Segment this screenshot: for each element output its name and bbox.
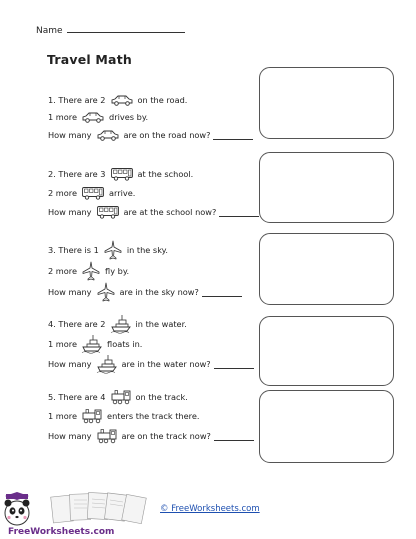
problem-1-question: How many <box>48 130 92 140</box>
problem-4-line-2-text: 1 more <box>48 339 78 349</box>
car-icon <box>81 111 105 123</box>
train-icon <box>110 389 132 405</box>
train-icon <box>96 428 118 444</box>
problem-2-line-2 <box>48 186 135 200</box>
answer-box-1[interactable] <box>259 67 394 139</box>
problem-5-answer-blank[interactable] <box>214 432 254 441</box>
problem-1-line-2 <box>48 111 148 123</box>
problem-5-question-end: are on the track now? <box>121 431 211 441</box>
problem-3-line-1-end: in the sky. <box>126 245 168 255</box>
bus-icon <box>110 167 134 181</box>
problem-2-line-2-end: arrive. <box>109 188 136 198</box>
problem-2-question: How many <box>48 207 92 217</box>
problem-3-answer-blank[interactable] <box>202 288 242 297</box>
problem-4-answer-blank[interactable] <box>214 360 254 369</box>
problem-4-question: How many <box>48 359 92 369</box>
problem-3-question: How many <box>48 287 92 297</box>
boat-icon <box>96 354 118 374</box>
answer-box-2[interactable] <box>259 152 394 223</box>
answer-box-4[interactable] <box>259 316 394 386</box>
problem-4-line-1 <box>48 314 187 334</box>
problem-2-line-3 <box>48 205 259 219</box>
problem-4-line-1-text: 4. There are 2 <box>48 319 106 329</box>
problem-2-line-1 <box>48 167 193 181</box>
problem-5-line-2-end: enters the track there. <box>107 411 200 421</box>
copyright-link[interactable]: © FreeWorksheets.com <box>160 504 260 514</box>
problem-1-line-2-end: drives by. <box>109 112 149 122</box>
problem-1-line-2-text: 1 more <box>48 112 78 122</box>
boat-icon <box>81 334 103 354</box>
car-icon <box>96 129 120 141</box>
problem-4-question-end: are in the water now? <box>121 359 211 369</box>
problem-3-line-3 <box>48 282 242 302</box>
problem-3-line-2 <box>48 261 129 281</box>
problem-2-line-2-text: 2 more <box>48 188 78 198</box>
problem-1-line-1 <box>48 94 187 106</box>
name-label: Name <box>36 26 63 36</box>
problem-4-line-2-end: floats in. <box>107 339 143 349</box>
problem-4-line-2 <box>48 334 142 354</box>
problem-3-question-end: are in the sky now? <box>119 287 199 297</box>
problem-4-line-3 <box>48 354 254 374</box>
airplane-icon <box>103 240 123 260</box>
worksheet-title: Travel Math <box>47 52 132 67</box>
problem-1-answer-blank[interactable] <box>213 131 253 140</box>
problem-1-question-end: are on the road now? <box>123 130 211 140</box>
problem-2-line-1-text: 2. There are 3 <box>48 169 106 179</box>
logo-text: FreeWorksheets.com <box>8 527 115 537</box>
problem-3-line-1-text: 3. There is 1 <box>48 245 99 255</box>
problem-1-line-1-end: on the road. <box>137 95 188 105</box>
problem-5-line-1-end: on the track. <box>135 392 188 402</box>
problem-5-line-2-text: 1 more <box>48 411 78 421</box>
problem-1-line-3 <box>48 129 253 141</box>
problem-1-line-1-text: 1. There are 2 <box>48 95 106 105</box>
boat-icon <box>110 314 132 334</box>
train-icon <box>81 408 103 424</box>
worksheet-thumbnails-icon <box>50 488 150 524</box>
problem-2-answer-blank[interactable] <box>219 208 259 217</box>
problem-2-question-end: are at the school now? <box>123 207 217 217</box>
airplane-icon <box>96 282 116 302</box>
problem-4-line-1-end: in the water. <box>135 319 187 329</box>
name-field-line[interactable] <box>67 24 185 33</box>
problem-2-line-1-end: at the school. <box>137 169 194 179</box>
problem-5-question: How many <box>48 431 92 441</box>
airplane-icon <box>81 261 101 281</box>
panda-mascot-icon <box>4 492 50 528</box>
name-row <box>36 24 185 36</box>
problem-3-line-2-text: 2 more <box>48 266 78 276</box>
bus-icon <box>81 186 105 200</box>
problem-5-line-2 <box>48 408 199 424</box>
problem-5-line-1 <box>48 389 188 405</box>
problem-5-line-1-text: 5. There are 4 <box>48 392 106 402</box>
problem-5-line-3 <box>48 428 254 444</box>
problem-3-line-1 <box>48 240 168 260</box>
bus-icon <box>96 205 120 219</box>
problem-3-line-2-end: fly by. <box>105 266 130 276</box>
car-icon <box>110 94 134 106</box>
answer-box-5[interactable] <box>259 390 394 463</box>
answer-box-3[interactable] <box>259 233 394 305</box>
